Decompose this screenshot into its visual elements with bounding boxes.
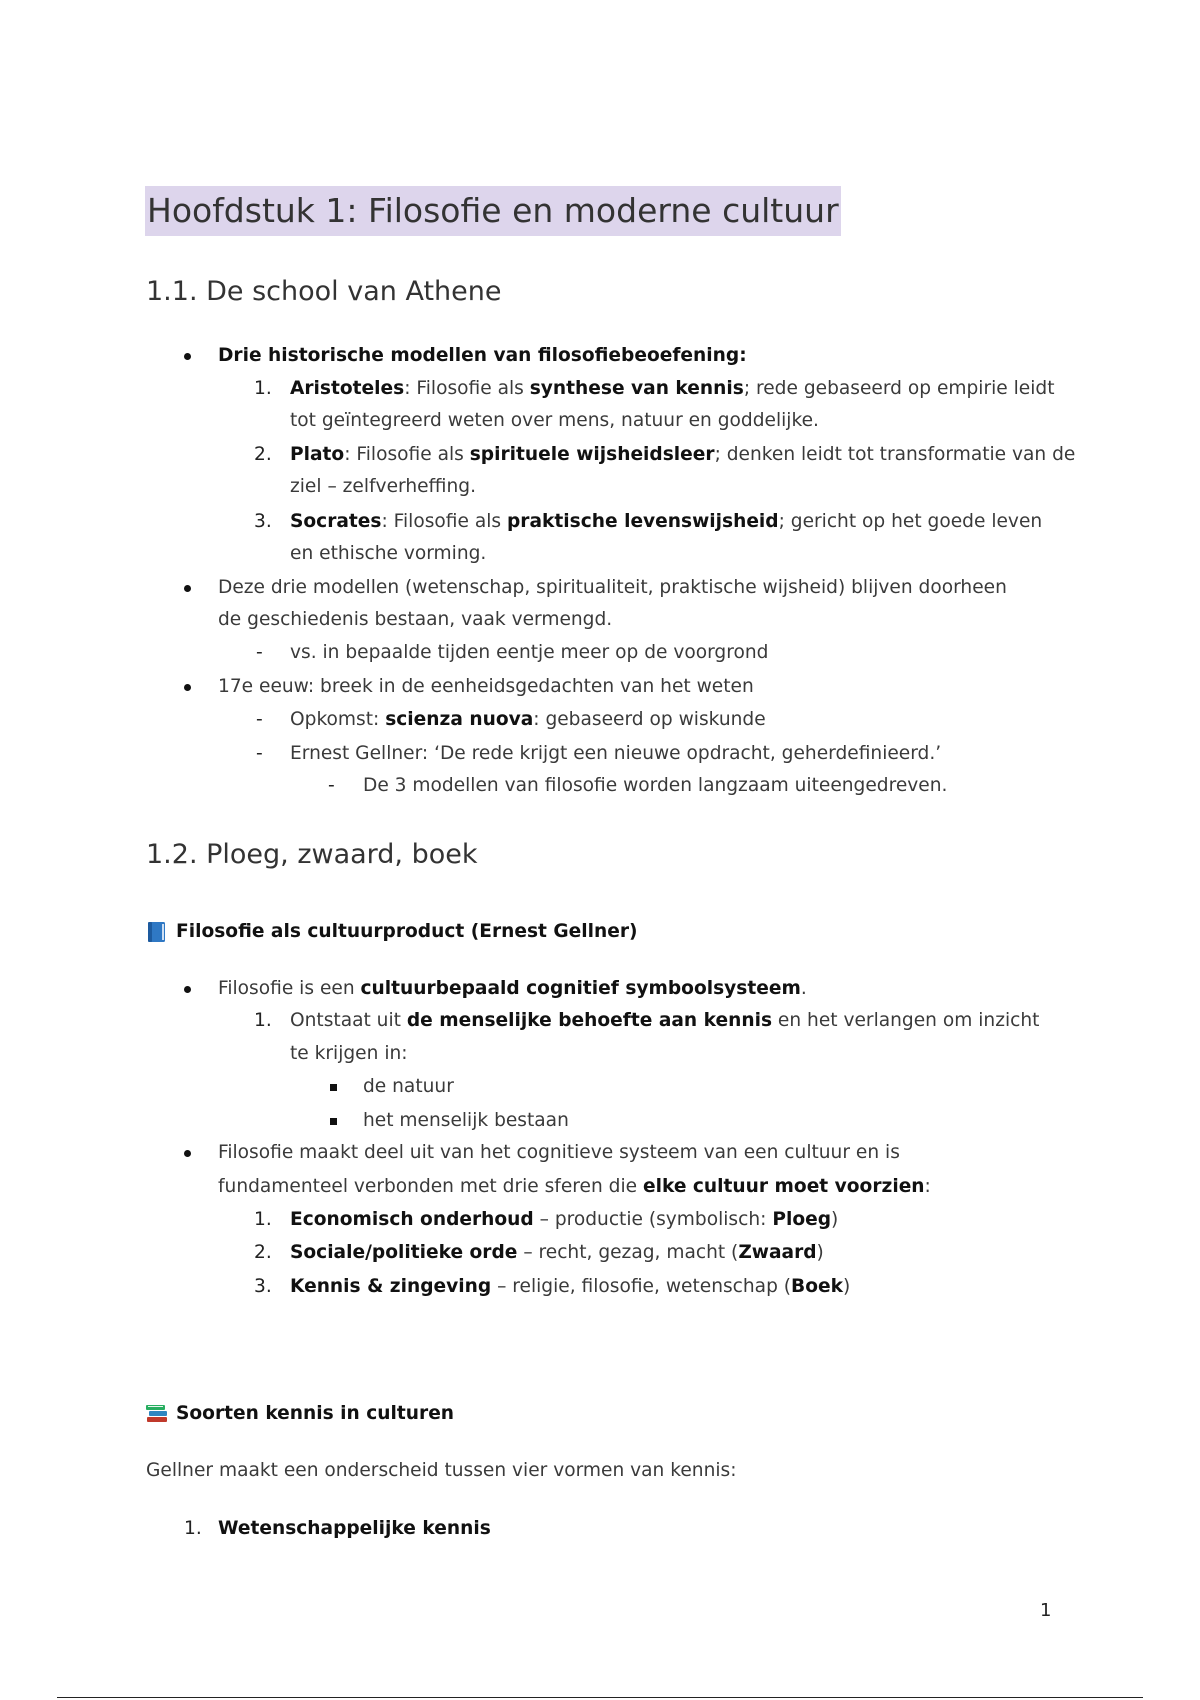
list-number: 1. — [254, 1209, 272, 1230]
bullet-icon — [184, 684, 191, 691]
bullet-text-cont: fundamenteel verbonden met drie sferen die elke cultuur moet voorzien: — [218, 1176, 931, 1197]
bullet-icon — [184, 986, 191, 993]
list-number: 1. — [184, 1518, 202, 1539]
bullet-text: Drie historische modellen van filosofiebeoefening: — [218, 345, 747, 366]
square-bullet-icon — [330, 1084, 337, 1091]
model-plato: Plato: Filosofie als spirituele wijsheidsleer; denken leidt tot transformatie van de — [290, 444, 1076, 465]
list-number: 1. — [254, 1010, 272, 1031]
list-number: 1. — [254, 378, 272, 399]
bullet-icon — [184, 1150, 191, 1157]
bullet-text: Filosofie is een cultuurbepaald cognitief symboolsysteem. — [218, 978, 807, 999]
bullet-icon — [184, 585, 191, 592]
model-plato-cont: ziel – zelfverheffing. — [290, 476, 477, 497]
sphere-item: Kennis & zingeving – religie, filosofie, wetenschap (Boek) — [290, 1276, 851, 1297]
page-number: 1 — [1040, 1600, 1052, 1621]
sub-bullet-text: vs. in bepaalde tijden eentje meer op de voorgrond — [290, 642, 769, 663]
list-number: 2. — [254, 444, 272, 465]
footer-divider — [57, 1697, 1143, 1698]
section-heading-1-1: 1.1. De school van Athene — [146, 276, 502, 307]
bullet-text: Filosofie maakt deel uit van het cognitieve systeem van een cultuur en is — [218, 1142, 900, 1163]
books-stack-icon — [145, 1402, 169, 1424]
bullet-text: 17e eeuw: breek in de eenheidsgedachten van het weten — [218, 676, 754, 697]
dash-marker: - — [256, 642, 263, 663]
chapter-title: Hoofdstuk 1: Filosofie en moderne cultuur — [145, 186, 841, 236]
bullet-icon — [184, 353, 191, 360]
model-aristoteles-cont: tot geïntegreerd weten over mens, natuur en goddelijke. — [290, 410, 819, 431]
sphere-item: Economisch onderhoud – productie (symbolisch: Ploeg) — [290, 1209, 839, 1230]
sub-bullet-text: Ernest Gellner: ‘De rede krijgt een nieuwe opdracht, geherdefinieerd.’ — [290, 743, 942, 764]
list-item-text-cont: te krijgen in: — [290, 1043, 408, 1064]
dash-marker: - — [256, 709, 263, 730]
list-number: 3. — [254, 511, 272, 532]
bullet-text: Deze drie modellen (wetenschap, spiritualiteit, praktische wijsheid) blijven doorheen — [218, 577, 1007, 598]
sub-bullet-text: Opkomst: scienza nuova: gebaseerd op wiskunde — [290, 709, 766, 730]
model-aristoteles: Aristoteles: Filosofie als synthese van kennis; rede gebaseerd op empirie leidt — [290, 378, 1055, 399]
subheading-soorten-kennis: Soorten kennis in culturen — [176, 1403, 455, 1424]
sphere-item: Sociale/politieke orde – recht, gezag, macht (Zwaard) — [290, 1242, 824, 1263]
model-socrates: Socrates: Filosofie als praktische levenswijsheid; gericht op het goede leven — [290, 511, 1043, 532]
square-bullet-icon — [330, 1118, 337, 1125]
sub-list-item: het menselijk bestaan — [363, 1110, 569, 1131]
bullet-text-cont: de geschiedenis bestaan, vaak vermengd. — [218, 609, 613, 630]
dash-marker: - — [328, 775, 335, 796]
list-item-text: Ontstaat uit de menselijke behoefte aan kennis en het verlangen om inzicht — [290, 1010, 1040, 1031]
model-socrates-cont: en ethische vorming. — [290, 543, 487, 564]
list-number: 3. — [254, 1276, 272, 1297]
section-heading-1-2: 1.2. Ploeg, zwaard, boek — [146, 839, 478, 870]
sub-list-item: de natuur — [363, 1076, 454, 1097]
blue-book-icon — [147, 921, 167, 943]
list-number: 2. — [254, 1242, 272, 1263]
subheading-cultuurproduct: Filosofie als cultuurproduct (Ernest Gellner) — [176, 921, 638, 942]
knowledge-type-item: Wetenschappelijke kennis — [218, 1518, 491, 1539]
dash-marker: - — [256, 743, 263, 764]
sub-sub-bullet-text: De 3 modellen van filosofie worden langzaam uiteengedreven. — [363, 775, 948, 796]
paragraph-intro: Gellner maakt een onderscheid tussen vier vormen van kennis: — [146, 1460, 737, 1481]
